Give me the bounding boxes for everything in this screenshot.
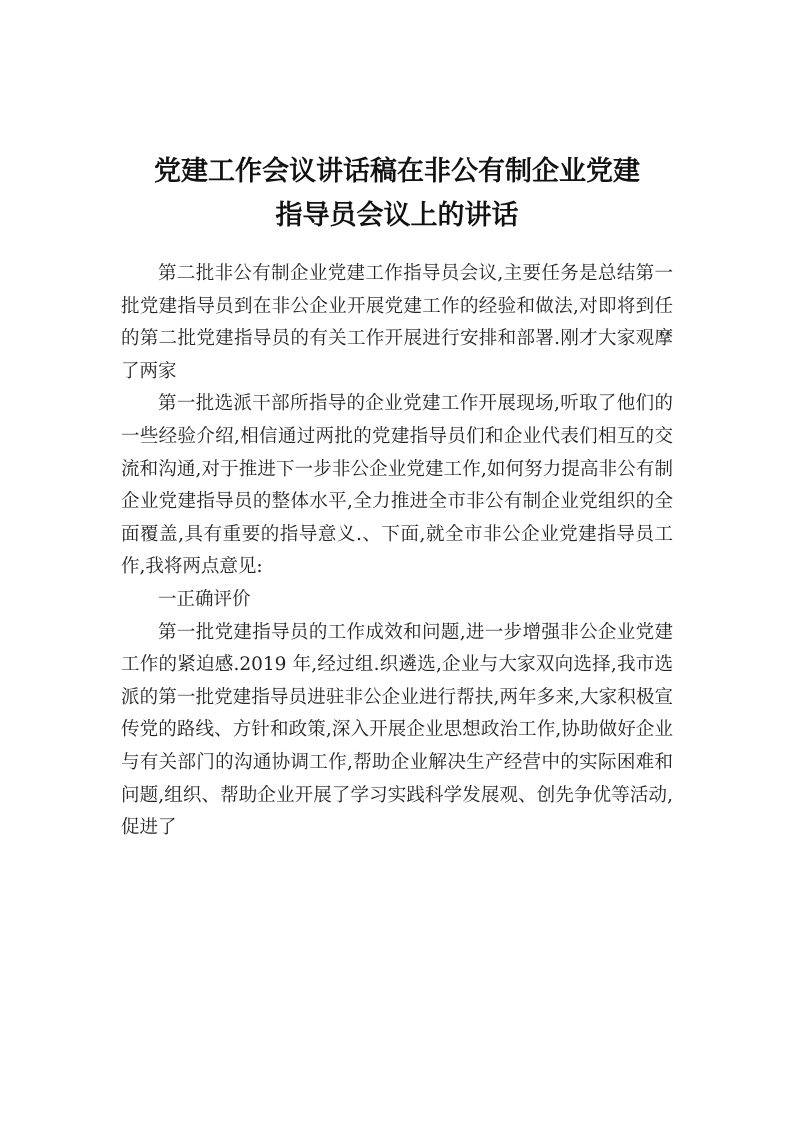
document-title [120,150,674,238]
paragraph-3: 第一批党建指导员的工作成效和问题,进一步增强非公企业党建工作的紧迫感.2019 年,经过组.织遴选,企业与大家双向选择,我市选派的第一批党建指导员进驻非公企业进行帮扶,两年多来,大家积极宣传党的路线、方针和政策,深入开展企业思想政治工作,协助做好企业与有关部门的沟通协调工作,帮助企业解决生产经营中的实际困难和问题,组织、帮助企业开展了学习实践科学发展观、创先争优等活动,促进了 [121,621,673,839]
title-line-2: 指导员会议上的讲话 [275,200,519,231]
title-line-1: 党建工作会议讲话稿在非公有制企业党建 [154,156,640,187]
section-heading: 一正确评价 [158,588,251,610]
paragraph-2: 第一批选派干部所指导的企业党建工作开展现场,听取了他们的一些经验介绍,相信通过两批的党建指导员们和企业代表们相互的交流和沟通,对于推进下一步非公企业党建工作,如何努力提高非公有制企业党建指导员的整体水平,全力推进全市非公有制企业党组织的全面覆盖,具有重要的指导意义.、下面,就全市非公企业党建指导员工作,我将两点意见: [121,393,673,578]
paragraph-1: 第二批非公有制企业党建工作指导员会议,主要任务是总结第一批党建指导员到在非公企业开展党建工作的经验和做法,对即将到任的第二批党建指导员的有关工作开展进行安排和部署.刚才大家观摩了两家 [121,263,673,382]
document-body [121,258,673,845]
